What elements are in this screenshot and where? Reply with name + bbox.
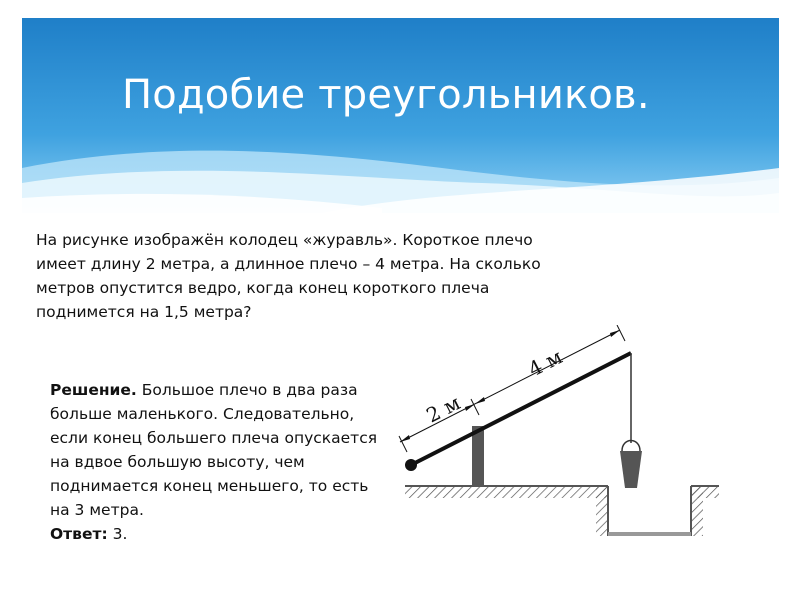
bucket <box>620 451 642 488</box>
problem-text: На рисунке изображён колодец «журавль». Короткое плечо имеет длину 2 метра, а длинное плечо – 4 метра. На сколько метров опустится ведро, когда конец короткого плеча поднимется на 1,5 метра? <box>36 231 541 321</box>
slide-title: Подобие треугольников. <box>122 72 650 118</box>
solution-label: Решение. <box>50 381 137 399</box>
solution-block <box>50 378 390 546</box>
solution-text: Большое плечо в два раза больше маленького. Следовательно, если конец большего плеча опускается на вдвое большую высоту, чем поднимается конец меньшего, то есть на 3 метра. <box>50 381 378 519</box>
answer-label: Ответ: <box>50 525 108 543</box>
well-crane-diagram <box>395 325 725 550</box>
answer-value: 3. <box>107 525 128 543</box>
dimension-lines <box>399 325 625 452</box>
beam-end-weight <box>405 459 417 471</box>
header-banner <box>22 18 779 213</box>
long-arm-label: 4 м <box>524 344 567 382</box>
ground <box>405 486 719 536</box>
short-arm-label: 2 м <box>422 390 465 428</box>
